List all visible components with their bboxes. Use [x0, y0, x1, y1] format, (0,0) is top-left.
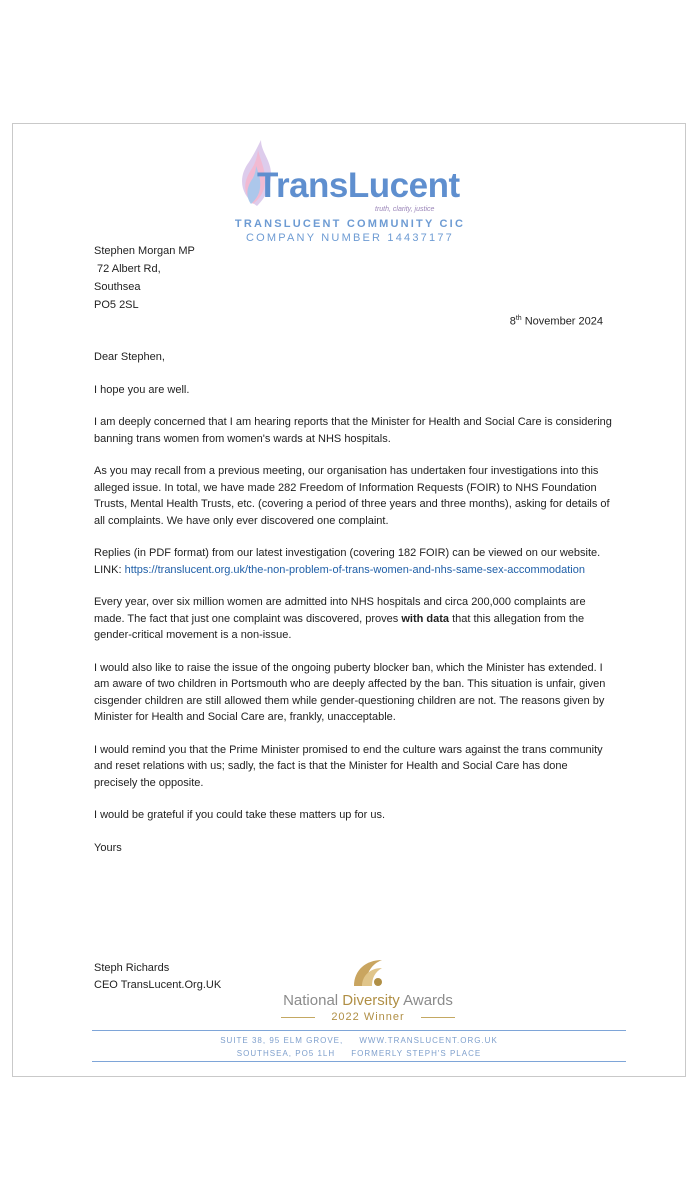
website-link[interactable]: https://translucent.org.uk/the-non-problem-of-trans-women-and-nhs-same-sex-accommodation: [124, 563, 585, 576]
paragraph-5: Every year, over six million women are admitted into NHS hospitals and circa 200,000 complaints are made. The fact that just one complaint was discovered, proves with data that this allegation from the gender-critical movement is a non-issue.: [94, 596, 586, 641]
letter-page: [12, 123, 686, 1077]
award-year: 2022 Winner: [331, 1011, 405, 1023]
letter-body: [94, 349, 614, 872]
paragraph-2: I am deeply concerned that I am hearing reports that the Minister for Health and Social Care is considering banning trans women from women's wards at NHS hospitals.: [94, 416, 612, 445]
letterhead-logo: [13, 132, 687, 244]
award-divider-right: [421, 1017, 455, 1018]
paragraph-1: I hope you are well.: [94, 383, 190, 396]
award-emblem-icon: [348, 956, 388, 990]
award-badge: [263, 956, 473, 1036]
company-name: TRANSLUCENT COMMUNITY CIC: [234, 218, 466, 230]
signature-block: [94, 960, 221, 993]
recipient-postcode: PO5 2SL: [94, 299, 139, 311]
paragraph-4: Replies (in PDF format) from our latest investigation (covering 182 FOIR) can be viewed on our website. LINK: https://translucent.org.uk/the-non-problem-of-trans-women-and-nhs-same-sex-accommodation: [94, 547, 601, 576]
award-title: National Diversity Awards: [283, 992, 453, 1009]
footer-address-line1: SUITE 38, 95 ELM GROVE, WWW.TRANSLUCENT.ORG.UK: [220, 1036, 498, 1045]
footer-address-line2: SOUTHSEA, PO5 1LH FORMERLY STEPH'S PLACE: [236, 1049, 482, 1058]
footer-rule-top: [92, 1030, 626, 1031]
paragraph-6: I would also like to raise the issue of the ongoing puberty blocker ban, which the Minister has extended. I am aware of two children in Portsmouth who are deeply affected by the ban. This situation is unfair, given cisgender children are still allowed them while gender-questioning children are not. The reasons given by Minister for Health and Social Care are, frankly, unacceptable.: [94, 661, 606, 723]
recipient-address: [94, 242, 195, 314]
signatory-name: Steph Richards: [94, 962, 170, 974]
paragraph-8: I would be grateful if you could take these matters up for us.: [94, 809, 386, 821]
paragraph-7: I would remind you that the Prime Minister promised to end the culture wars against the trans community and reset relations with us; sadly, the fact is that the Minister for Health and Social Care has done precisely the opposite.: [94, 743, 603, 789]
logo-tagline: truth, clarity, justice: [375, 206, 435, 213]
paragraph-3: As you may recall from a previous meeting, our organisation has undertaken four investigations into this alleged issue. In total, we have made 282 Freedom of Information Requests (FOIR) to NHS Foundation Trusts, Mental Health Trusts, etc. (covering a period of three years and three months), asking for details of all complaints. We have only ever discovered one complaint.: [94, 465, 610, 527]
footer-rule-bottom: [92, 1061, 626, 1062]
salutation: Dear Stephen,: [94, 351, 165, 363]
recipient-town: Southsea: [94, 281, 141, 293]
letter-date: 8th November 2024: [509, 315, 603, 328]
company-number: COMPANY NUMBER 14437177: [246, 232, 454, 244]
recipient-street: 72 Albert Rd,: [94, 263, 161, 275]
recipient-name: Stephen Morgan MP: [94, 245, 195, 257]
signatory-title: CEO TransLucent.Org.UK: [94, 978, 222, 991]
logo-wordmark: TransLucent: [257, 166, 460, 205]
closing: Yours: [94, 841, 122, 854]
